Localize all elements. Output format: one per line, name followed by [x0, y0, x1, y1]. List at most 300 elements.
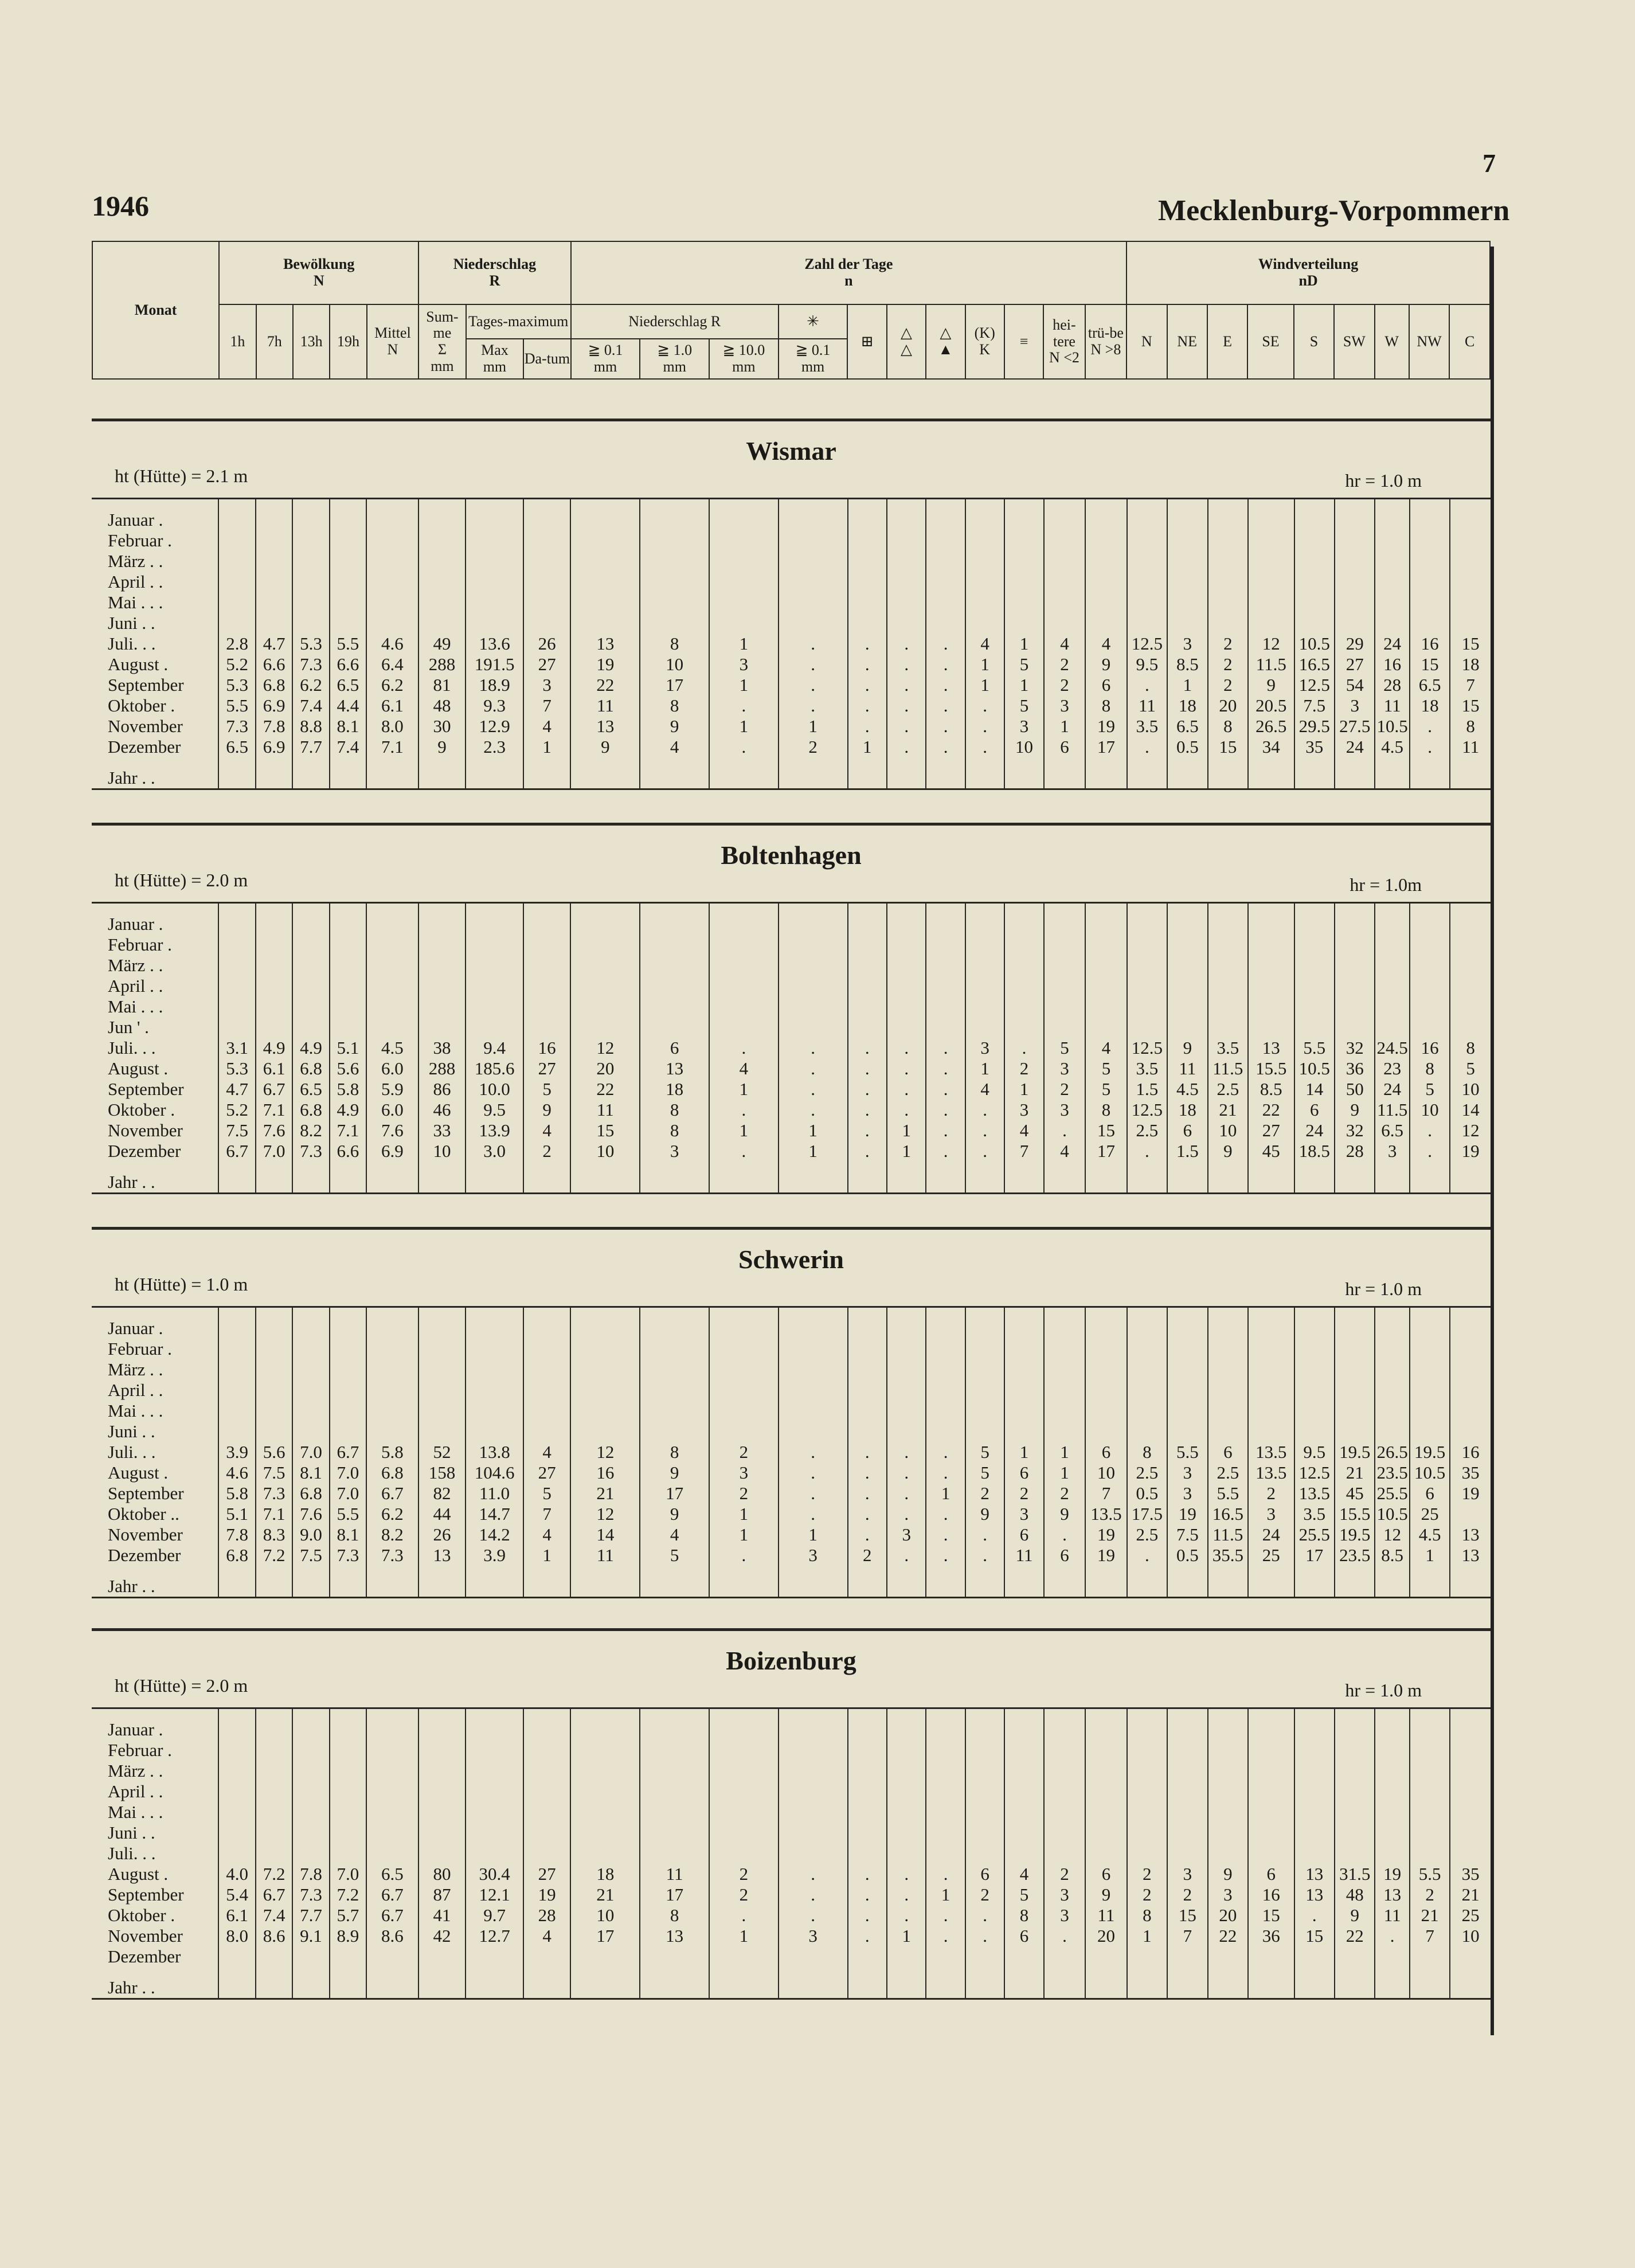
- table-cell: 1: [779, 1120, 848, 1141]
- table-cell: [330, 1977, 366, 1999]
- table-cell: [292, 1172, 329, 1194]
- table-cell: 6.9: [366, 1141, 418, 1162]
- table-cell: [366, 1719, 418, 1740]
- table-cell: 5: [965, 1442, 1004, 1463]
- table-cell: 8.9: [330, 1926, 366, 1946]
- table-cell: 15.5: [1335, 1504, 1375, 1524]
- table-cell: [1335, 768, 1375, 789]
- station-block: [92, 424, 1491, 791]
- table-cell: [330, 1719, 366, 1740]
- table-cell: 1: [926, 1884, 965, 1905]
- snow-icon: ✳: [779, 304, 848, 339]
- table-cell: [570, 1740, 640, 1761]
- table-cell: [1167, 1946, 1207, 1967]
- table-cell: [330, 1401, 366, 1421]
- table-cell: [523, 551, 571, 572]
- table-cell: 19: [1167, 1504, 1207, 1524]
- table-cell: [1127, 1761, 1167, 1781]
- table-cell: 7.3: [292, 654, 329, 675]
- table-cell: .: [848, 1905, 887, 1926]
- table-cell: [256, 1380, 292, 1401]
- table-cell: 10.5: [1375, 716, 1409, 737]
- table-cell: .: [848, 1926, 887, 1946]
- header-mittel: Mittel N: [367, 304, 419, 379]
- table-cell: 9: [570, 737, 640, 757]
- table-cell: 20: [1085, 1926, 1126, 1946]
- table-cell: [292, 1421, 329, 1442]
- table-cell: [1248, 1401, 1294, 1421]
- table-cell: [418, 1761, 466, 1781]
- header-wind-e: E: [1207, 304, 1247, 379]
- month-label: August .: [108, 1864, 169, 1884]
- table-cell: [1450, 1740, 1491, 1761]
- table-row: [92, 695, 1491, 716]
- table-cell: [418, 551, 466, 572]
- table-cell: [1004, 1380, 1043, 1401]
- table-cell: [330, 996, 366, 1017]
- table-cell: 2.3: [466, 737, 523, 757]
- table-cell: [1085, 1781, 1126, 1802]
- table-cell: 5.6: [256, 1442, 292, 1463]
- table-cell: 6.1: [366, 695, 418, 716]
- table-cell: 7.2: [256, 1545, 292, 1566]
- table-cell: 22: [1248, 1100, 1294, 1120]
- table-cell: [1004, 976, 1043, 996]
- table-cell: [1335, 1172, 1375, 1194]
- table-cell: [1167, 1761, 1207, 1781]
- table-cell: 3: [709, 1463, 779, 1483]
- table-cell: [887, 955, 926, 976]
- table-cell: [1004, 551, 1043, 572]
- table-cell: 35.5: [1208, 1545, 1248, 1566]
- table-cell: [1044, 510, 1085, 530]
- table-cell: .: [887, 1483, 926, 1504]
- table-cell: 3.5: [1208, 1038, 1248, 1058]
- table-cell: [1004, 1339, 1043, 1359]
- header-datum: Da-tum: [523, 339, 570, 379]
- table-row: [92, 510, 1491, 530]
- table-cell: 23.5: [1375, 1463, 1409, 1483]
- table-cell: 6.1: [256, 1058, 292, 1079]
- table-cell: [965, 1802, 1004, 1823]
- table-cell: [366, 1761, 418, 1781]
- table-cell: [779, 572, 848, 592]
- table-cell: .: [887, 1884, 926, 1905]
- month-label: April . .: [108, 976, 163, 996]
- table-cell: [292, 1401, 329, 1421]
- table-cell: [1127, 1719, 1167, 1740]
- table-cell: [1127, 768, 1167, 789]
- table-cell: [1294, 996, 1335, 1017]
- table-cell: [1167, 934, 1207, 955]
- station-hut-height: ht (Hütte) = 2.1 m: [115, 466, 248, 486]
- table-cell: .: [779, 675, 848, 695]
- table-cell: [1208, 1977, 1248, 1999]
- table-cell: [1375, 976, 1409, 996]
- table-cell: 11.5: [1208, 1524, 1248, 1545]
- table-cell: [1248, 551, 1294, 572]
- table-cell: [418, 530, 466, 551]
- table-cell: .: [848, 634, 887, 654]
- table-cell: [218, 1802, 255, 1823]
- table-cell: [887, 1017, 926, 1038]
- table-cell: 10: [570, 1905, 640, 1926]
- table-cell: [1167, 914, 1207, 934]
- table-cell: 11: [570, 1100, 640, 1120]
- table-cell: [926, 551, 965, 572]
- table-cell: [523, 1017, 571, 1038]
- table-cell: [1004, 1359, 1043, 1380]
- header-truebe: trü-be N >8: [1085, 304, 1126, 379]
- table-cell: 27: [1248, 1120, 1294, 1141]
- table-row: [92, 955, 1491, 976]
- table-cell: [1450, 934, 1491, 955]
- table-cell: [523, 613, 571, 634]
- table-cell: 8: [640, 1442, 709, 1463]
- table-cell: 11: [1127, 695, 1167, 716]
- table-cell: [523, 510, 571, 530]
- table-cell: [466, 530, 523, 551]
- table-cell: [256, 1823, 292, 1843]
- table-cell: [1004, 1740, 1043, 1761]
- table-cell: 16: [1410, 634, 1450, 654]
- table-cell: [1085, 530, 1126, 551]
- table-cell: 7.7: [292, 1905, 329, 1926]
- month-label: Februar .: [108, 1339, 172, 1359]
- table-cell: 7.8: [256, 716, 292, 737]
- table-cell: [1044, 1421, 1085, 1442]
- table-cell: 8.8: [292, 716, 329, 737]
- table-cell: 8: [1450, 1038, 1491, 1058]
- table-cell: 7.3: [218, 716, 255, 737]
- table-cell: [965, 551, 1004, 572]
- table-cell: 16: [1248, 1884, 1294, 1905]
- table-cell: [330, 551, 366, 572]
- table-cell: 2: [965, 1483, 1004, 1504]
- table-cell: 6.6: [330, 654, 366, 675]
- table-cell: 7: [1085, 1483, 1126, 1504]
- table-cell: [1044, 996, 1085, 1017]
- table-cell: 4.9: [292, 1038, 329, 1058]
- table-cell: [1167, 1576, 1207, 1598]
- table-cell: 2: [1044, 1483, 1085, 1504]
- table-cell: 13.5: [1294, 1483, 1335, 1504]
- table-cell: .: [926, 716, 965, 737]
- table-cell: [887, 1977, 926, 1999]
- table-cell: [1208, 572, 1248, 592]
- table-cell: 5: [965, 1463, 1004, 1483]
- table-cell: 5.5: [1294, 1038, 1335, 1058]
- table-cell: [887, 510, 926, 530]
- table-cell: 6: [1085, 1442, 1126, 1463]
- table-cell: 29.5: [1294, 716, 1335, 737]
- table-cell: 11.5: [1208, 1058, 1248, 1079]
- table-cell: [418, 976, 466, 996]
- table-cell: 11.0: [466, 1483, 523, 1504]
- table-cell: [1004, 1576, 1043, 1598]
- table-cell: .: [779, 1504, 848, 1524]
- table-cell: [1248, 1380, 1294, 1401]
- table-cell: 4: [523, 1926, 571, 1946]
- table-cell: .: [887, 1058, 926, 1079]
- station-block: [92, 1634, 1491, 2001]
- station-name: Schwerin: [738, 1245, 844, 1274]
- table-cell: 19.5: [1335, 1524, 1375, 1545]
- table-cell: [1044, 1401, 1085, 1421]
- table-cell: 5.8: [366, 1442, 418, 1463]
- table-cell: 9.0: [292, 1524, 329, 1545]
- table-cell: 27: [523, 1058, 571, 1079]
- table-cell: 3: [1167, 1864, 1207, 1884]
- table-cell: [926, 1401, 965, 1421]
- table-cell: [709, 1401, 779, 1421]
- table-row: [92, 1926, 1491, 1946]
- table-cell: [418, 1359, 466, 1380]
- table-cell: [1410, 1017, 1450, 1038]
- table-cell: [709, 613, 779, 634]
- table-cell: [292, 1576, 329, 1598]
- table-cell: 7.8: [292, 1864, 329, 1884]
- table-cell: 30.4: [466, 1864, 523, 1884]
- month-label: Mai . . .: [108, 592, 163, 612]
- table-cell: 6: [1004, 1524, 1043, 1545]
- table-cell: [1450, 996, 1491, 1017]
- table-cell: [1044, 1719, 1085, 1740]
- table-cell: .: [887, 1038, 926, 1058]
- table-cell: .: [779, 634, 848, 654]
- table-cell: [965, 1017, 1004, 1038]
- table-cell: [1375, 1719, 1409, 1740]
- table-cell: 4: [1004, 1120, 1043, 1141]
- table-row: [92, 1864, 1491, 1884]
- table-cell: [1004, 996, 1043, 1017]
- table-cell: [1410, 1421, 1450, 1442]
- table-cell: 4.5: [1410, 1524, 1450, 1545]
- table-cell: 7.1: [330, 1120, 366, 1141]
- table-cell: [418, 1823, 466, 1843]
- table-cell: 4.5: [1375, 737, 1409, 757]
- table-cell: [1375, 1359, 1409, 1380]
- header-summe: Sum-me Σ mm: [418, 304, 466, 379]
- table-cell: 288: [418, 654, 466, 675]
- table-cell: [1375, 1576, 1409, 1598]
- table-cell: 41: [418, 1905, 466, 1926]
- table-cell: .: [887, 654, 926, 675]
- table-cell: .: [887, 1545, 926, 1566]
- table-cell: [366, 1401, 418, 1421]
- table-cell: 5.7: [330, 1905, 366, 1926]
- table-cell: [779, 1318, 848, 1339]
- table-cell: [1208, 1740, 1248, 1761]
- table-cell: [1410, 1359, 1450, 1380]
- table-cell: 17: [640, 675, 709, 695]
- table-cell: 15: [1410, 654, 1450, 675]
- table-cell: 3: [1248, 1504, 1294, 1524]
- table-cell: [523, 1823, 571, 1843]
- table-cell: [292, 1380, 329, 1401]
- table-cell: [418, 1977, 466, 1999]
- table-cell: [709, 1172, 779, 1194]
- table-cell: [779, 1781, 848, 1802]
- table-cell: 6.8: [292, 1100, 329, 1120]
- table-cell: 1: [709, 1524, 779, 1545]
- month-label: Mai . . .: [108, 1802, 163, 1822]
- table-cell: 27: [523, 1463, 571, 1483]
- table-cell: [926, 1946, 965, 1967]
- table-cell: [366, 592, 418, 613]
- table-cell: [570, 1359, 640, 1380]
- table-cell: [256, 1339, 292, 1359]
- table-cell: [218, 530, 255, 551]
- table-row: [92, 1058, 1491, 1079]
- table-cell: [965, 510, 1004, 530]
- table-cell: 1: [887, 1926, 926, 1946]
- table-cell: [1208, 768, 1248, 789]
- table-cell: .: [887, 1100, 926, 1120]
- table-row: [92, 634, 1491, 654]
- table-cell: 16: [1375, 654, 1409, 675]
- table-cell: [887, 1576, 926, 1598]
- table-cell: 15: [1294, 1926, 1335, 1946]
- table-cell: 1: [709, 634, 779, 654]
- table-cell: [1248, 1318, 1294, 1339]
- header-wind-c: C: [1449, 304, 1490, 379]
- table-cell: [779, 592, 848, 613]
- table-cell: [292, 1719, 329, 1740]
- table-cell: 12.5: [1127, 634, 1167, 654]
- table-cell: .: [779, 1864, 848, 1884]
- table-cell: 17.5: [1127, 1504, 1167, 1524]
- table-cell: [1410, 1576, 1450, 1598]
- table-cell: 12: [1248, 634, 1294, 654]
- table-cell: 21: [1335, 1463, 1375, 1483]
- table-cell: [926, 1719, 965, 1740]
- table-cell: [570, 1318, 640, 1339]
- table-cell: [709, 1339, 779, 1359]
- table-cell: 36: [1335, 1058, 1375, 1079]
- table-cell: [218, 1576, 255, 1598]
- station-separator: [92, 823, 1491, 826]
- table-cell: 2: [709, 1884, 779, 1905]
- table-cell: 6: [1085, 675, 1126, 695]
- table-cell: 13: [1375, 1884, 1409, 1905]
- table-cell: [330, 1843, 366, 1864]
- table-cell: 6.9: [256, 695, 292, 716]
- table-cell: 9: [1335, 1100, 1375, 1120]
- table-cell: [848, 510, 887, 530]
- table-cell: [218, 592, 255, 613]
- table-cell: [292, 1946, 329, 1967]
- table-cell: .: [887, 716, 926, 737]
- table-cell: 6.2: [366, 1504, 418, 1524]
- table-row: [92, 572, 1491, 592]
- table-cell: [640, 1421, 709, 1442]
- table-cell: [366, 1172, 418, 1194]
- table-cell: [1208, 1761, 1248, 1781]
- table-cell: 13.5: [1248, 1463, 1294, 1483]
- table-cell: 9: [1208, 1141, 1248, 1162]
- table-cell: 20: [1208, 1905, 1248, 1926]
- table-row: [92, 1740, 1491, 1761]
- table-cell: [330, 955, 366, 976]
- month-label: Juli. . .: [108, 634, 156, 654]
- table-cell: [848, 1380, 887, 1401]
- table-cell: [1450, 1359, 1491, 1380]
- table-cell: [1085, 1946, 1126, 1967]
- table-cell: [570, 1380, 640, 1401]
- table-cell: [1044, 1802, 1085, 1823]
- station-gauge-height: hr = 1.0 m: [1345, 470, 1422, 491]
- table-cell: 27: [1335, 654, 1375, 675]
- table-cell: 8.2: [366, 1524, 418, 1545]
- table-cell: [965, 1781, 1004, 1802]
- table-cell: 104.6: [466, 1463, 523, 1483]
- table-cell: 48: [1335, 1884, 1375, 1905]
- table-cell: 8.2: [292, 1120, 329, 1141]
- table-cell: .: [848, 695, 887, 716]
- table-cell: [1294, 768, 1335, 789]
- table-cell: 7.1: [256, 1100, 292, 1120]
- table-cell: 1: [1004, 675, 1043, 695]
- table-cell: [926, 1318, 965, 1339]
- table-cell: .: [965, 695, 1004, 716]
- table-cell: [1044, 592, 1085, 613]
- table-cell: 16.5: [1294, 654, 1335, 675]
- header-19h: 19h: [330, 304, 366, 379]
- table-cell: [1127, 592, 1167, 613]
- table-row: [92, 592, 1491, 613]
- table-cell: 28: [1375, 675, 1409, 695]
- table-cell: .: [848, 1504, 887, 1524]
- table-cell: [1127, 1359, 1167, 1380]
- table-cell: 2: [1167, 1884, 1207, 1905]
- table-cell: 11: [640, 1864, 709, 1884]
- table-cell: 14.7: [466, 1504, 523, 1524]
- table-cell: [1208, 1946, 1248, 1967]
- table-cell: [1208, 1339, 1248, 1359]
- table-cell: [965, 914, 1004, 934]
- table-cell: [1167, 1318, 1207, 1339]
- table-cell: [926, 996, 965, 1017]
- table-cell: [1450, 914, 1491, 934]
- table-cell: [1335, 1977, 1375, 1999]
- table-cell: [848, 572, 887, 592]
- table-cell: 8: [640, 634, 709, 654]
- table-cell: [570, 1977, 640, 1999]
- table-cell: [218, 1359, 255, 1380]
- table-cell: [709, 1977, 779, 1999]
- table-cell: [523, 1576, 571, 1598]
- table-cell: [1450, 530, 1491, 551]
- table-cell: [1248, 1421, 1294, 1442]
- table-cell: [523, 1339, 571, 1359]
- table-cell: [1167, 1823, 1207, 1843]
- table-cell: [466, 768, 523, 789]
- table-cell: 6: [1004, 1926, 1043, 1946]
- table-cell: [1248, 1781, 1294, 1802]
- table-row-jahr: [92, 1977, 1491, 1999]
- table-cell: 191.5: [466, 654, 523, 675]
- table-cell: [1450, 1843, 1491, 1864]
- table-cell: 2: [1208, 675, 1248, 695]
- table-cell: [1004, 914, 1043, 934]
- table-cell: .: [887, 1079, 926, 1100]
- table-cell: 8: [1085, 695, 1126, 716]
- table-cell: [1208, 914, 1248, 934]
- header-bewoelkung: Bewölkung N: [219, 241, 418, 304]
- table-cell: 9.3: [466, 695, 523, 716]
- table-cell: [1294, 1740, 1335, 1761]
